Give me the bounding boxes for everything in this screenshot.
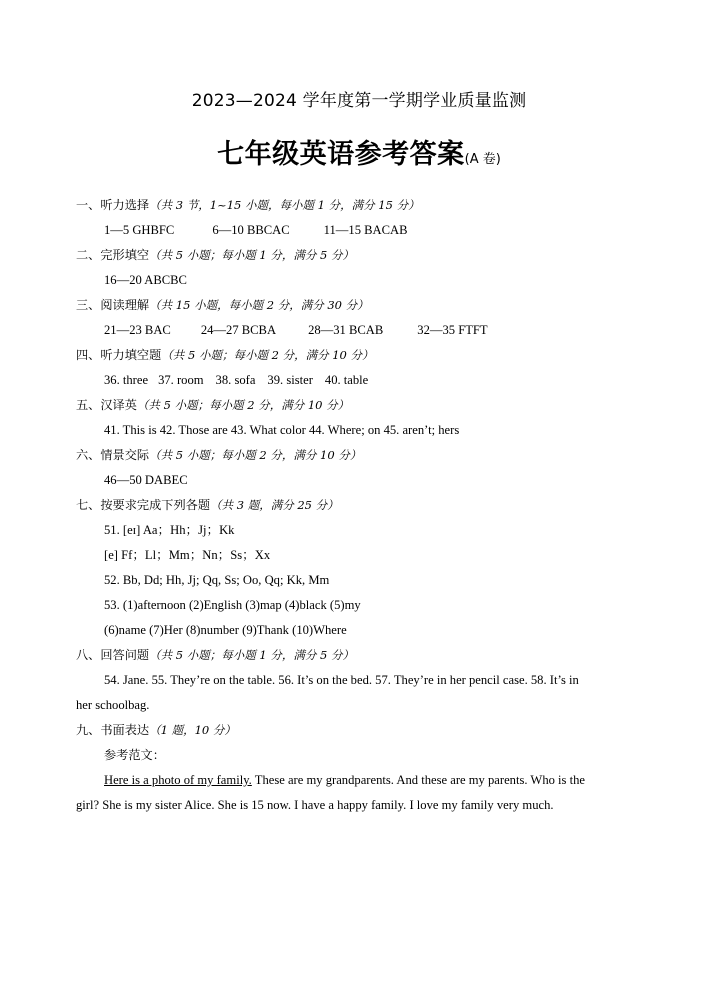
answer-51-a: 51. [eɪ] Aa；Hh；Jj；Kk <box>104 523 235 537</box>
answer-51-b: [e] Ff；Ll；Mm；Nn；Ss；Xx <box>104 548 271 562</box>
answer-53-a: 53. (1)afternoon (2)English (3)map (4)black (5)my <box>104 598 361 612</box>
answer-group: 21—23 BAC <box>104 323 171 337</box>
answer-item: 40. table <box>324 373 369 387</box>
subtitle-text: 七年级英语参考答案 <box>217 139 465 170</box>
section-number: 七、 <box>76 498 101 512</box>
section-heading-9 <box>76 722 236 738</box>
document-title: 2023—2024 学年度第一学期学业质量监测 <box>191 91 527 111</box>
answer-group: 1—5 GHBFC <box>104 223 175 237</box>
section-number: 三、 <box>76 298 101 312</box>
section-heading-8 <box>76 647 354 663</box>
answer-group: 41. This is 42. Those are 43. What color 44. Where; on 45. aren’t; hers <box>104 423 460 437</box>
essay-first-sentence: Here is a photo of my family. <box>104 773 252 787</box>
answer-group: 16—20 ABCBC <box>104 273 187 287</box>
answers-8-line1: 54. Jane. 55. They’re on the table. 56. It’s on the bed. 57. They’re in her pencil case. 58. It’s in <box>104 673 579 687</box>
section-heading-1 <box>76 197 420 213</box>
section-note: （共 3 节，1~15 小题，每小题 1 分，满分 15 分） <box>149 198 420 212</box>
section-number: 四、 <box>76 348 101 362</box>
section-name: 回答问题 <box>100 648 150 662</box>
answers-4 <box>104 372 368 388</box>
answer-52: 52. Bb, Dd; Hh, Jj; Qq, Ss; Oo, Qq; Kk, Mm <box>104 573 330 587</box>
answer-53-b: (6)name (7)Her (8)number (9)Thank (10)Where <box>104 623 347 637</box>
section-heading-2 <box>76 247 354 263</box>
section-note: （1 题，10 分） <box>149 723 236 737</box>
section-number: 九、 <box>76 723 101 737</box>
section-note: （共 5 小题；每小题 2 分，满分 10 分） <box>161 348 374 362</box>
answers-5 <box>104 422 459 438</box>
section-number: 八、 <box>76 648 101 662</box>
answers-3 <box>104 322 488 338</box>
section-number: 五、 <box>76 398 101 412</box>
answers-2 <box>104 272 187 288</box>
answer-item: 39. sister <box>267 373 313 387</box>
answer-group: 24—27 BCBA <box>200 323 277 337</box>
answer-item: 36. three <box>104 373 149 387</box>
section-heading-7 <box>76 497 339 513</box>
section-note: （共 5 小题；每小题 1 分，满分 5 分） <box>149 648 355 662</box>
section-number: 二、 <box>76 248 101 262</box>
answers-6 <box>104 472 188 488</box>
sample-essay-line2: girl? She is my sister Alice. She is 15 now. I have a happy family. I love my family very much. <box>76 798 554 812</box>
section-note: （共 3 题，满分 25 分） <box>210 498 339 512</box>
section-name: 书面表达 <box>100 723 150 737</box>
subtitle-suffix: (A 卷) <box>464 152 501 167</box>
section-heading-5 <box>76 397 349 413</box>
answer-group: 11—15 BACAB <box>323 223 408 237</box>
section-heading-6 <box>76 447 361 463</box>
sample-essay-line1 <box>104 772 585 788</box>
answers-8-line2: her schoolbag. <box>76 698 150 712</box>
section-note: （共 15 小题，每小题 2 分，满分 30 分） <box>149 298 369 312</box>
answer-group: 46—50 DABEC <box>104 473 188 487</box>
answer-item: 38. sofa <box>215 373 256 387</box>
section-name: 按要求完成下列各题 <box>100 498 211 512</box>
document-subtitle <box>0 132 718 171</box>
section-heading-3 <box>76 297 369 313</box>
section-name: 听力填空题 <box>100 348 162 362</box>
section-heading-4 <box>76 347 374 363</box>
section-name: 情景交际 <box>100 448 150 462</box>
section-name: 汉译英 <box>100 398 137 412</box>
section-number: 六、 <box>76 448 101 462</box>
answer-group: 28—31 BCAB <box>308 323 384 337</box>
sample-essay-label: 参考范文： <box>104 748 165 762</box>
section-name: 完形填空 <box>100 248 150 262</box>
essay-line1-rest: These are my grandparents. And these are my parents. Who is the <box>251 773 585 787</box>
section-note: （共 5 小题；每小题 2 分，满分 10 分） <box>149 448 362 462</box>
answer-item: 37. room <box>158 373 204 387</box>
answer-group: 32—35 FTFT <box>417 323 488 337</box>
section-name: 阅读理解 <box>100 298 150 312</box>
answer-group: 6—10 BBCAC <box>212 223 290 237</box>
answers-1 <box>104 222 408 238</box>
section-number: 一、 <box>76 198 101 212</box>
section-note: （共 5 小题；每小题 1 分，满分 5 分） <box>149 248 355 262</box>
section-name: 听力选择 <box>100 198 150 212</box>
section-note: （共 5 小题；每小题 2 分，满分 10 分） <box>136 398 350 412</box>
